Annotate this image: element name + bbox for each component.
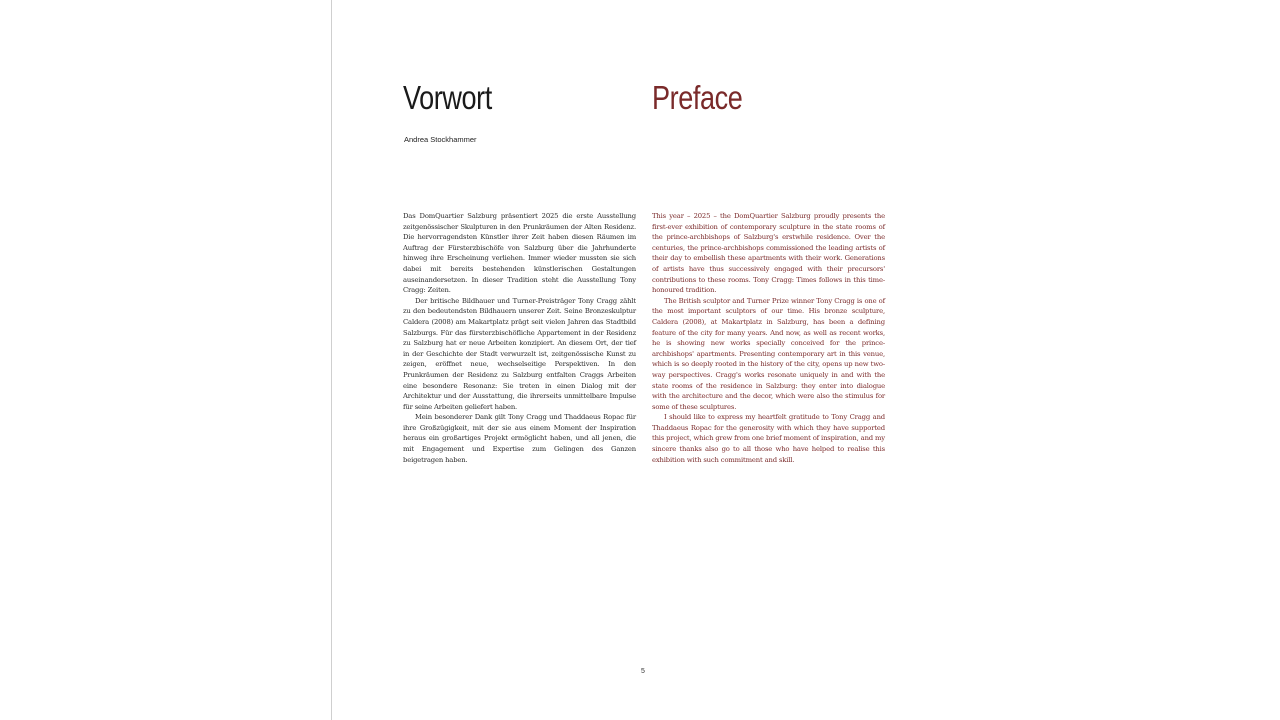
english-text-column: [652, 211, 885, 465]
german-paragraph: Das DomQuartier Salzburg präsentiert 2025 die erste Ausstellung zeitgenössischer Skulpturen in den Prunkräumen der Alten Residenz. Die hervorragendsten Künstler ihrer Zeit haben diesen Räumen im Auftrag der Fürsterzbischöfe von Salzburg über die Jahrhunderte hinweg ihre Erscheinung verliehen. Immer wieder mussten sie sich dabei mit bereits bestehenden künstlerischen Gestaltungen auseinandersetzen. In dieser Tradition steht die Ausstellung Tony Cragg: Zeiten.: [403, 212, 636, 295]
english-paragraph: I should like to express my heartfelt gratitude to Tony Cragg and Thaddaeus Ropac for the generosity with which they have supported this project, which grew from one brief moment of inspiration, and my sincere thanks also go to all those who have helped to realise this exhibition with such commitment and skill.: [652, 413, 885, 464]
title-german: Vorwort: [403, 79, 492, 116]
page-left-edge: [331, 0, 332, 720]
german-text-column: [403, 211, 636, 465]
title-english: Preface: [652, 79, 743, 116]
page-number: 5: [641, 668, 645, 675]
english-paragraph: The British sculptor and Turner Prize winner Tony Cragg is one of the most important sculptors of our time. His bronze sculpture, Caldera (2008), at Makartplatz in Salzburg, has been a defining feature of the city for many years. And now, as well as recent works, he is showing new works specially conceived for the prince-archbishops' apartments. Presenting contemporary art in this venue, which is so deeply rooted in the history of the city, opens up new two-way perspectives. Cragg's works resonate uniquely in and with the state rooms of the residence in Salzburg: they enter into dialogue with the architecture and the decor, which were also the stimulus for some of these sculptures.: [652, 296, 885, 411]
english-paragraph: This year – 2025 – the DomQuartier Salzburg proudly presents the first-ever exhibition of contemporary sculpture in the state rooms of the prince-archbishops of Salzburg's erstwhile residence. Over the centuries, the prince-archbishops commissioned the leading artists of their day to embellish these apartments with their work. Generations of artists have thus successively engaged with their precursors' contributions to these rooms. Tony Cragg: Times follows in this time-honoured tradition.: [652, 212, 885, 295]
author-name: Andrea Stockhammer: [404, 135, 477, 144]
german-paragraph: Mein besonderer Dank gilt Tony Cragg und Thaddaeus Ropac für ihre Großzügigkeit, mit der sie aus einem Moment der Inspiration heraus ein großartiges Projekt ermöglicht haben, und all jenen, die mit Engagement und Expertise zum Gelingen des Ganzen beigetragen haben.: [403, 413, 636, 464]
german-paragraph: Der britische Bildhauer und Turner-Preisträger Tony Cragg zählt zu den bedeutendsten Bildhauern unserer Zeit. Seine Bronzeskulptur Caldera (2008) am Makartplatz prägt seit vielen Jahren das Stadtbild Salzburgs. Für das fürsterzbischöfliche Appartement in der Residenz zu Salzburg hat er neue Arbeiten konzipiert. An diesem Ort, der tief in der Geschichte der Stadt verwurzelt ist, zeitgenössische Kunst zu zeigen, eröffnet neue, wechselseitige Perspektiven. In den Prunkräumen der Residenz zu Salzburg entfalten Craggs Arbeiten eine besondere Resonanz: Sie treten in einen Dialog mit der Architektur und der Ausstattung, die ihrerseits unmittelbare Impulse für seine Arbeiten geliefert haben.: [403, 296, 636, 411]
